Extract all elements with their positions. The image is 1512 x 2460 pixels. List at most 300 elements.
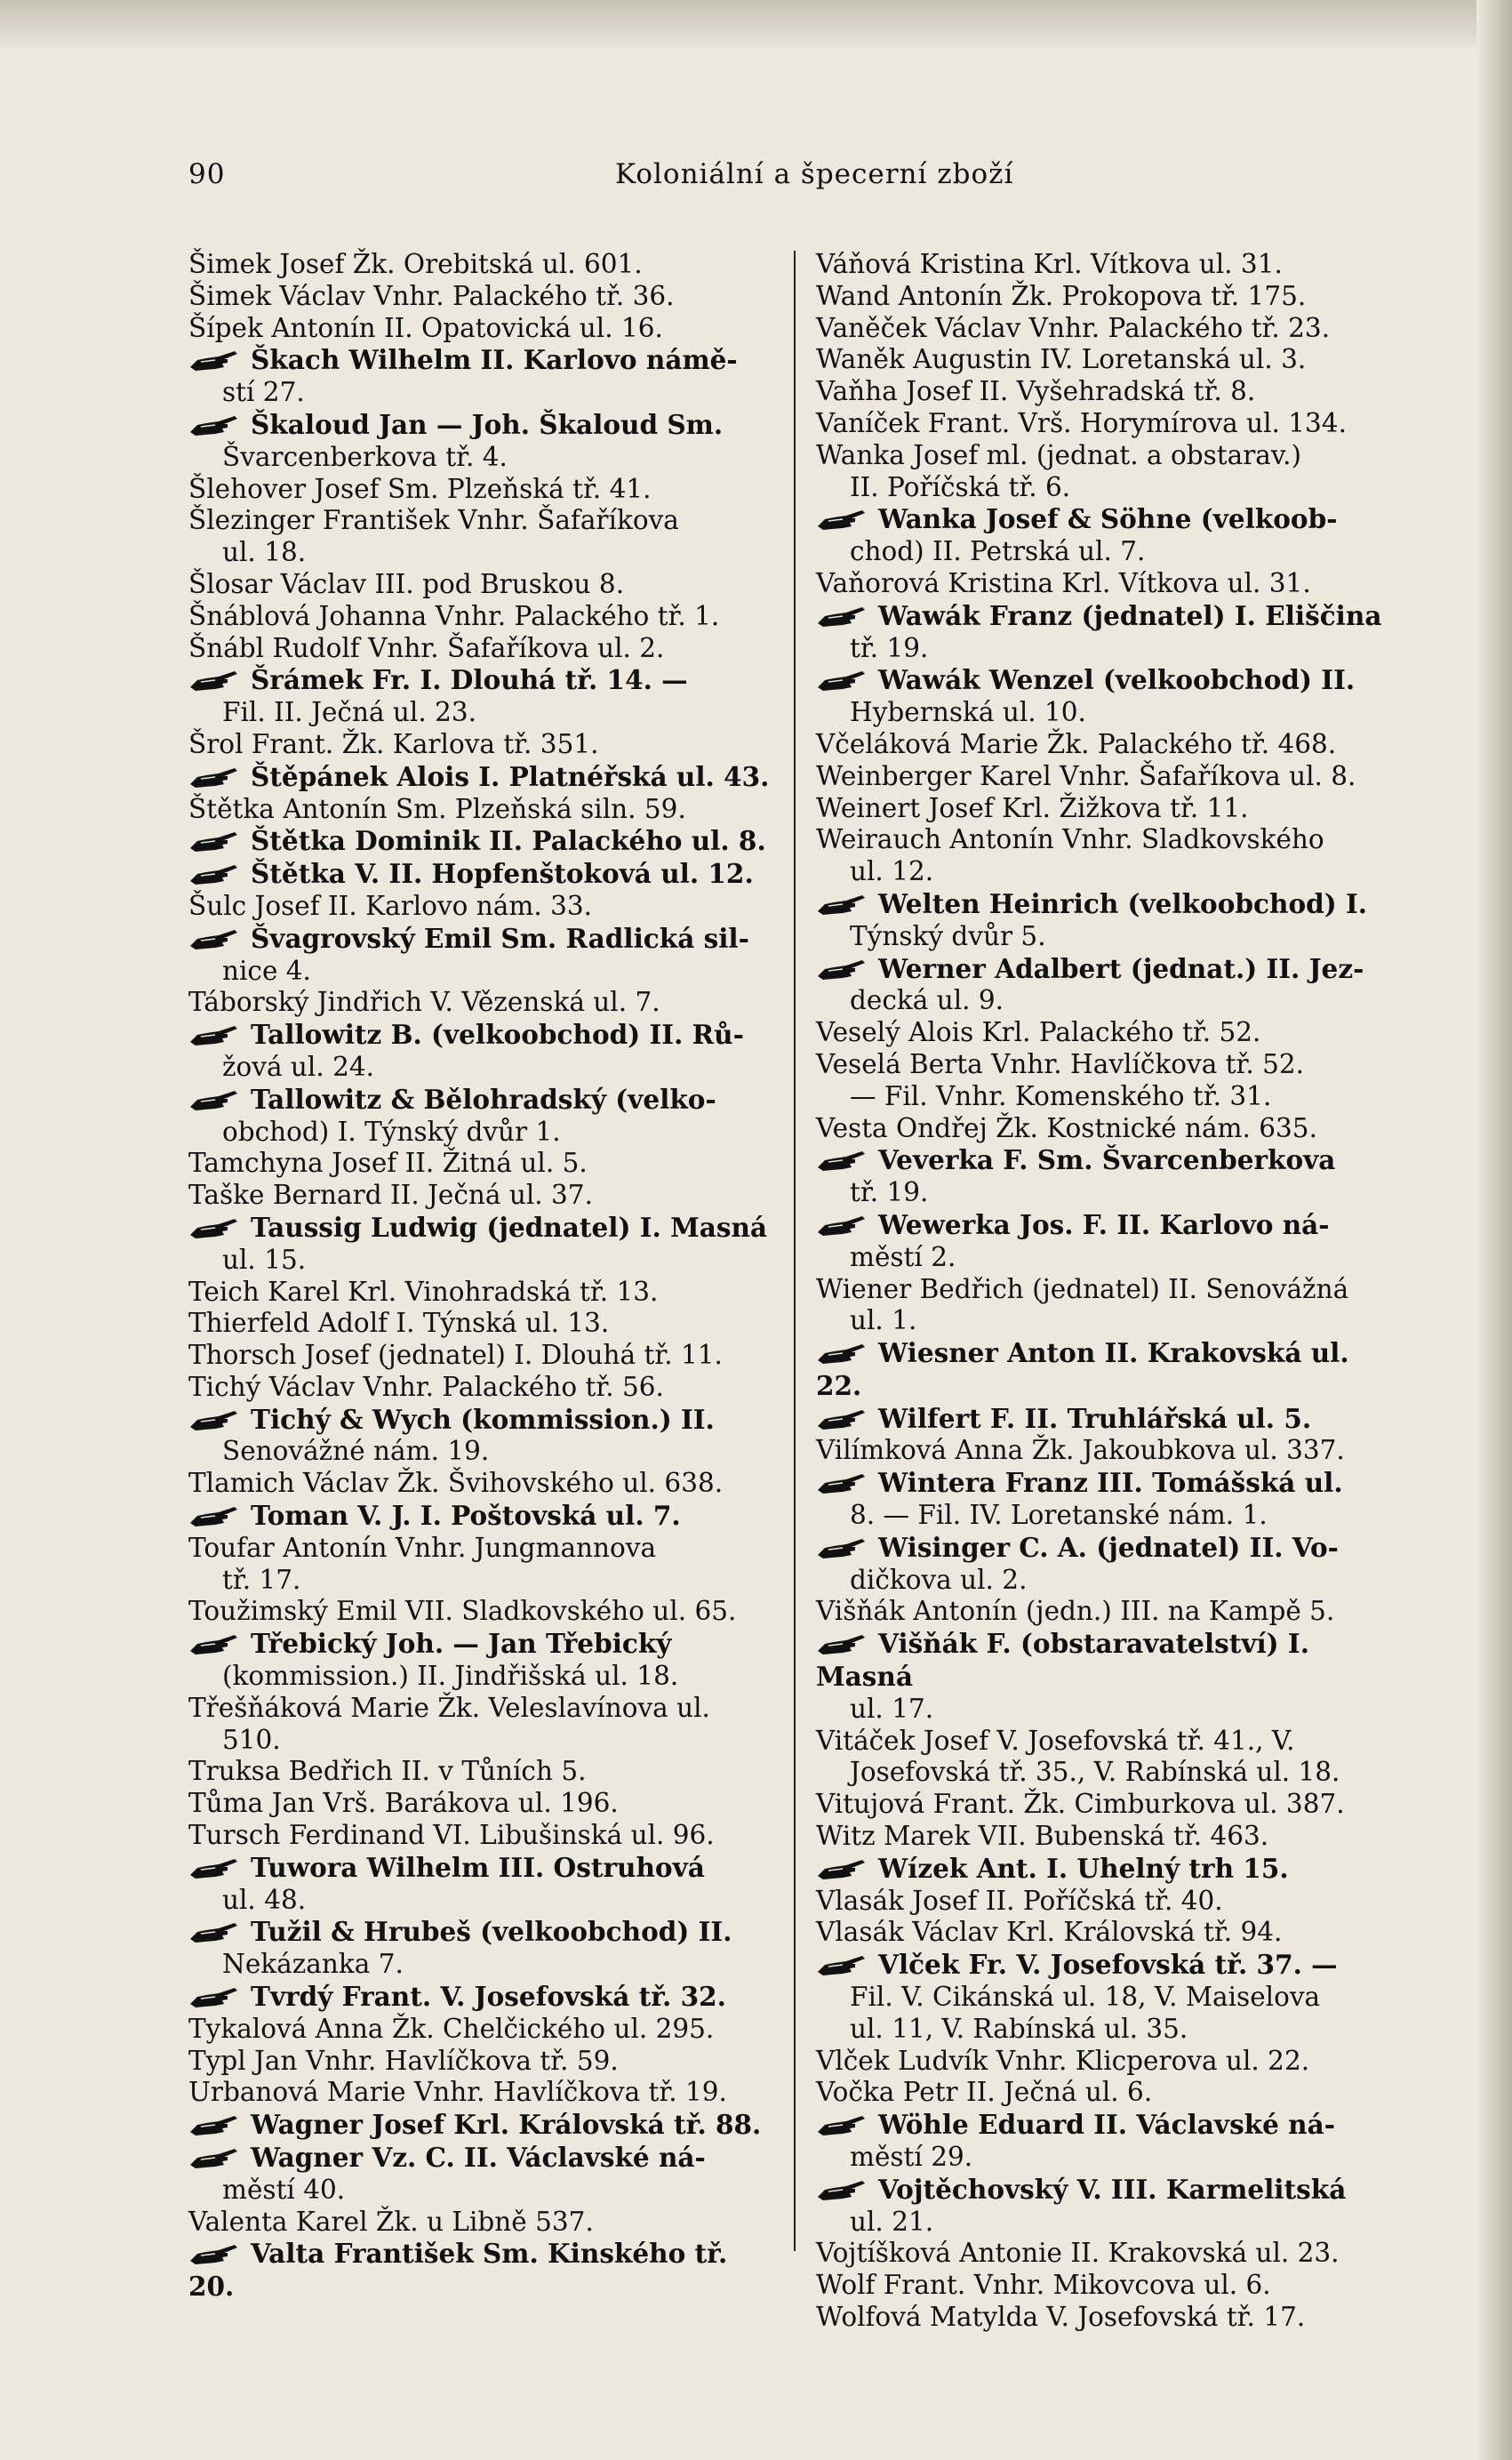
pointing-hand-icon	[188, 348, 240, 373]
entry-continuation	[188, 537, 775, 569]
entry-text: Wand Antonín Žk. Prokopova tř. 175.	[816, 280, 1307, 311]
entry-line	[188, 825, 775, 858]
entry-text: Táborský Jindřich V. Vězenská ul. 7.	[188, 987, 660, 1018]
directory-entry	[188, 794, 775, 826]
entry-line	[816, 2046, 1403, 2078]
entry-line	[816, 2109, 1403, 2142]
entry-line	[188, 987, 775, 1019]
pointing-hand-icon	[816, 892, 868, 917]
entry-line	[188, 1148, 775, 1180]
directory-entry	[816, 376, 1403, 408]
entry-text: Vitáček Josef V. Josefovská tř. 41., V.	[816, 1725, 1295, 1756]
entry-continuation	[816, 1982, 1403, 2014]
entry-text: Veselá Berta Vnhr. Havlíčkova tř. 52.	[816, 1048, 1305, 1079]
directory-entry	[816, 1628, 1403, 1725]
entry-text: — Fil. Vnhr. Komenského tř. 31.	[850, 1080, 1272, 1111]
directory-entry	[188, 825, 775, 858]
entry-line	[188, 409, 775, 442]
pointing-hand-icon	[816, 1470, 868, 1495]
entry-text: Wawák Franz (jednatel) I. Eliščina	[878, 599, 1382, 631]
directory-entry	[188, 1212, 775, 1277]
entry-continuation	[188, 697, 775, 729]
entry-text: ul. 21.	[850, 2206, 934, 2237]
directory-entry	[188, 1788, 775, 1820]
entry-line	[816, 2077, 1403, 2109]
entry-text: 8. — Fil. IV. Loretanské nám. 1.	[850, 1500, 1268, 1531]
directory-entry	[816, 793, 1403, 825]
pointing-hand-icon	[816, 1631, 868, 1656]
entry-text: Teich Karel Krl. Vinohradská tř. 13.	[188, 1276, 659, 1307]
entry-text: tř. 19.	[850, 1177, 929, 1208]
entry-line	[188, 1852, 775, 1885]
directory-entry	[816, 1144, 1403, 1209]
entry-line	[188, 1404, 775, 1437]
entry-text: Wintera Franz III. Tomášská ul.	[878, 1467, 1343, 1499]
entry-line	[816, 1467, 1403, 1500]
entry-text: Vaňha Josef II. Vyšehradská tř. 8.	[816, 376, 1256, 407]
entry-line	[188, 1628, 775, 1661]
entry-text: Wanka Josef ml. (jednat. a obstarav.)	[816, 439, 1301, 470]
entry-text: Vojtíšková Antonie II. Krakovská ul. 23.	[816, 2238, 1340, 2269]
entry-line	[816, 2302, 1403, 2334]
entry-continuation	[188, 2175, 775, 2207]
directory-entry	[188, 858, 775, 891]
entry-text: Švagrovský Emil Sm. Radlická sil-	[251, 922, 749, 954]
directory-entry	[816, 1435, 1403, 1467]
entry-text: Weinert Josef Krl. Žižkova tř. 11.	[816, 792, 1249, 823]
directory-entry	[816, 888, 1403, 953]
entry-text: Truksa Bedřich II. v Tůních 5.	[188, 1756, 587, 1787]
entry-line	[188, 923, 775, 956]
entry-line	[816, 2238, 1403, 2270]
entry-line	[816, 1274, 1403, 1306]
directory-entry	[188, 1308, 775, 1340]
entry-line	[188, 794, 775, 826]
entry-line	[816, 729, 1403, 761]
entry-text: Štětka V. II. Hopfenštoková ul. 12.	[251, 858, 754, 890]
entry-continuation	[816, 472, 1403, 504]
directory-entry	[188, 891, 775, 923]
entry-text: ul. 1.	[850, 1305, 917, 1336]
entry-text: Veverka F. Sm. Švarcenberkova	[878, 1144, 1336, 1176]
directory-entry	[188, 633, 775, 665]
entry-line	[816, 376, 1403, 408]
entry-line	[188, 1693, 775, 1725]
entry-line	[816, 1403, 1403, 1436]
entry-line	[816, 761, 1403, 793]
directory-entry	[188, 1084, 775, 1149]
entry-text: Škaloud Jan — Joh. Škaloud Sm.	[251, 408, 724, 440]
page-title: Koloniální a špecerní zboží	[615, 158, 1014, 190]
directory-entry	[816, 2302, 1403, 2334]
entry-text: Tallowitz & Bělohradský (velko-	[251, 1083, 716, 1115]
entry-line	[816, 249, 1403, 281]
entry-text: Nekázanka 7.	[222, 1949, 404, 1980]
directory-entry	[188, 281, 775, 313]
entry-text: Wolfová Matylda V. Josefovská tř. 17.	[816, 2302, 1306, 2332]
entry-line	[816, 1144, 1403, 1177]
directory-entry	[188, 1820, 775, 1852]
entry-text: Štěpánek Alois I. Platnéřská ul. 43.	[251, 760, 770, 792]
directory-entry	[816, 2077, 1403, 2109]
entry-text: nice 4.	[222, 955, 311, 986]
entry-line	[188, 249, 775, 281]
pointing-hand-icon	[816, 668, 868, 693]
entry-text: ul. 12.	[850, 856, 934, 887]
entry-line	[188, 858, 775, 891]
entry-text: Švarcenberkova tř. 4.	[222, 441, 508, 472]
entry-line	[188, 729, 775, 761]
entry-line	[816, 568, 1403, 600]
entry-text: Wilfert F. II. Truhlářská ul. 5.	[878, 1402, 1312, 1434]
directory-entry	[816, 249, 1403, 281]
directory-entry	[816, 1532, 1403, 1597]
pointing-hand-icon	[816, 1856, 868, 1881]
entry-text: chod) II. Petrská ul. 7.	[850, 536, 1146, 567]
entry-text: Vojtěchovský V. III. Karmelitská	[878, 2173, 1347, 2205]
directory-entry	[816, 440, 1403, 504]
pointing-hand-icon	[816, 2112, 868, 2137]
entry-text: Tužil & Hrubeš (velkoobchod) II.	[251, 1916, 732, 1948]
entry-text: Škach Wilhelm II. Karlovo námě-	[251, 344, 738, 376]
entry-text: Tykalová Anna Žk. Chelčického ul. 295.	[188, 2013, 715, 2044]
directory-entry	[816, 568, 1403, 600]
directory-entry	[188, 761, 775, 794]
entry-text: ul. 18.	[222, 537, 307, 568]
directory-entry	[816, 1209, 1403, 1274]
entry-continuation	[816, 2207, 1403, 2239]
entry-line	[816, 1435, 1403, 1467]
directory-entry	[188, 2238, 775, 2304]
directory-entry	[188, 1916, 775, 1981]
entry-text: Šnábl Rudolf Vnhr. Šafaříkova ul. 2.	[188, 632, 665, 663]
entry-line	[816, 664, 1403, 697]
directory-entry	[188, 1404, 775, 1469]
entry-continuation	[188, 1949, 775, 1981]
directory-entry	[188, 313, 775, 345]
directory-entry	[188, 1756, 775, 1788]
directory-column-left	[188, 249, 775, 2304]
pointing-hand-icon	[816, 1341, 868, 1366]
directory-entry	[188, 987, 775, 1019]
entry-line	[188, 2077, 775, 2109]
entry-line	[816, 888, 1403, 921]
directory-entry	[188, 664, 775, 729]
directory-entry	[188, 2014, 775, 2046]
pointing-hand-icon	[188, 1087, 240, 1112]
entry-text: Wisinger C. A. (jednatel) II. Vo-	[878, 1531, 1339, 1563]
entry-text: Vaněček Václav Vnhr. Palackého tř. 23.	[816, 312, 1331, 343]
entry-text: Weirauch Antonín Vnhr. Sladkovského	[816, 824, 1324, 855]
entry-text: Josefovská tř. 35., V. Rabínská ul. 18.	[850, 1757, 1340, 1788]
entry-text: Tamchyna Josef II. Žitná ul. 5.	[188, 1148, 588, 1179]
pointing-hand-icon	[188, 2145, 240, 2170]
entry-text: Toman V. J. I. Poštovská ul. 7.	[251, 1500, 681, 1532]
entry-line	[816, 2270, 1403, 2302]
entry-line	[188, 2238, 775, 2304]
pointing-hand-icon	[816, 1148, 868, 1173]
directory-entry	[816, 2174, 1403, 2239]
entry-text: Weinberger Karel Vnhr. Šafaříkova ul. 8.	[816, 760, 1356, 791]
entry-text: Wiener Bedřich (jednatel) II. Senovážná	[816, 1273, 1349, 1304]
directory-entry	[188, 729, 775, 761]
entry-line	[188, 1180, 775, 1212]
directory-entry	[188, 601, 775, 633]
entry-line	[188, 569, 775, 601]
entry-text: Vlasák Josef II. Poříčská tř. 40.	[816, 1885, 1223, 1916]
entry-text: Šrámek Fr. I. Dlouhá tř. 14. —	[251, 664, 688, 696]
entry-text: Hybernská ul. 10.	[850, 697, 1086, 728]
directory-entry	[188, 2207, 775, 2239]
entry-line	[188, 1788, 775, 1820]
pointing-hand-icon	[816, 604, 868, 629]
entry-continuation	[816, 536, 1403, 568]
pointing-hand-icon	[188, 829, 240, 853]
pointing-hand-icon	[816, 507, 868, 532]
entry-line	[816, 1049, 1403, 1081]
pointing-hand-icon	[188, 765, 240, 789]
entry-line	[188, 1372, 775, 1404]
entry-text: Toužimský Emil VII. Sladkovského ul. 65.	[188, 1596, 737, 1627]
entry-text: městí 29.	[850, 2142, 973, 2173]
entry-text: Urbanová Marie Vnhr. Havlíčkova tř. 19.	[188, 2077, 727, 2108]
entry-text: Šimek Václav Vnhr. Palackého tř. 36.	[188, 280, 675, 311]
entry-text: Štětka Antonín Sm. Plzeňská siln. 59.	[188, 793, 686, 824]
directory-entry	[816, 1113, 1403, 1145]
entry-line	[188, 664, 775, 697]
directory-entry	[816, 1274, 1403, 1338]
directory-entry	[188, 1148, 775, 1180]
entry-text: Taške Bernard II. Ječná ul. 37.	[188, 1180, 593, 1211]
entry-continuation	[188, 1661, 775, 1693]
directory-entry	[816, 600, 1403, 665]
entry-text: Vaníček Frant. Vrš. Horymírova ul. 134.	[816, 407, 1347, 438]
entry-line	[816, 440, 1403, 472]
directory-entry	[816, 953, 1403, 1018]
page-header	[188, 158, 1335, 203]
entry-text: tř. 19.	[850, 632, 929, 663]
directory-entry	[188, 2109, 775, 2142]
directory-entry	[816, 729, 1403, 761]
directory-entry	[816, 2046, 1403, 2078]
entry-continuation	[816, 985, 1403, 1017]
entry-line	[816, 1821, 1403, 1853]
entry-line	[816, 1917, 1403, 1949]
entry-continuation	[816, 1757, 1403, 1789]
entry-text: Taussig Ludwig (jednatel) I. Masná	[251, 1211, 768, 1243]
entry-text: Wagner Josef Krl. Královská tř. 88.	[251, 2109, 762, 2141]
entry-text: Šlehover Josef Sm. Plzeňská tř. 41.	[188, 473, 652, 504]
entry-text: Wagner Vz. C. II. Václavské ná-	[251, 2142, 706, 2174]
entry-text: městí 40.	[222, 2174, 346, 2205]
column-divider	[794, 251, 796, 2251]
entry-text: Fil. II. Ječná ul. 23.	[222, 697, 477, 728]
entry-text: stí 27.	[222, 377, 305, 408]
entry-text: Vesta Ondřej Žk. Kostnické nám. 635.	[816, 1112, 1317, 1143]
entry-text: Waněk Augustin IV. Loretanská ul. 3.	[816, 344, 1307, 375]
entry-text: Wízek Ant. I. Uhelný trh 15.	[878, 1852, 1289, 1884]
page-number: 90	[188, 158, 226, 190]
entry-line	[816, 281, 1403, 313]
entry-text: Tvrdý Frant. V. Josefovská tř. 32.	[251, 1981, 726, 2013]
entry-line	[188, 505, 775, 537]
entry-line	[188, 1916, 775, 1949]
directory-column-right	[816, 249, 1403, 2334]
pointing-hand-icon	[188, 2112, 240, 2137]
entry-continuation	[816, 1565, 1403, 1597]
entry-line	[816, 1337, 1403, 1403]
entry-line	[188, 633, 775, 665]
pointing-hand-icon	[188, 926, 240, 951]
entry-line	[188, 2046, 775, 2078]
entry-text: decká ul. 9.	[850, 985, 1004, 1016]
entry-text: Váňová Kristina Krl. Vítkova ul. 31.	[816, 249, 1283, 279]
entry-line	[816, 2174, 1403, 2207]
entry-text: Višňák F. (obstaravatelství) I. Masná	[816, 1628, 1309, 1693]
directory-entry	[188, 505, 775, 569]
directory-entry	[816, 1403, 1403, 1436]
entry-line	[188, 1500, 775, 1533]
page-top-shadow	[0, 0, 1512, 53]
entry-line	[188, 1340, 775, 1372]
entry-text: Valenta Karel Žk. u Libně 537.	[188, 2206, 594, 2237]
entry-text: tř. 17.	[222, 1564, 301, 1595]
entry-text: Šrol Frant. Žk. Karlova tř. 351.	[188, 728, 599, 759]
directory-entry	[816, 408, 1403, 440]
entry-text: Tůma Jan Vrš. Barákova ul. 196.	[188, 1788, 619, 1819]
entry-continuation	[188, 1436, 775, 1468]
entry-text: Šlosar Václav III. pod Bruskou 8.	[188, 568, 625, 599]
entry-text: Šimek Josef Žk. Orebitská ul. 601.	[188, 249, 643, 279]
entry-line	[816, 600, 1403, 633]
pointing-hand-icon	[816, 1952, 868, 1977]
entry-continuation	[816, 697, 1403, 729]
entry-text: Včeláková Marie Žk. Palackého tř. 468.	[816, 728, 1337, 759]
directory-entry	[816, 1821, 1403, 1853]
directory-entry	[188, 249, 775, 281]
directory-entry	[816, 2270, 1403, 2302]
entry-line	[816, 408, 1403, 440]
entry-text: Wanka Josef & Söhne (velkoob-	[878, 503, 1338, 535]
entry-line	[188, 891, 775, 923]
entry-line	[188, 313, 775, 345]
entry-continuation	[188, 1725, 775, 1757]
entry-line	[188, 474, 775, 506]
entry-text: Tuwora Wilhelm III. Ostruhová	[251, 1851, 705, 1883]
entry-text: Šnáblová Johanna Vnhr. Palackého tř. 1.	[188, 600, 720, 631]
pointing-hand-icon	[188, 1631, 240, 1656]
entry-line	[816, 1209, 1403, 1242]
entry-text: Vlček Fr. V. Josefovská tř. 37. —	[878, 1949, 1338, 1981]
entry-text: ul. 48.	[222, 1884, 307, 1915]
entry-line	[188, 1596, 775, 1628]
directory-entry	[816, 313, 1403, 345]
pointing-hand-icon	[816, 2177, 868, 2202]
entry-text: Witz Marek VII. Bubenská tř. 463.	[816, 1821, 1269, 1852]
directory-entry	[188, 1533, 775, 1597]
entry-continuation	[816, 1242, 1403, 1274]
entry-continuation	[816, 1081, 1403, 1113]
pointing-hand-icon	[188, 1503, 240, 1528]
entry-line	[188, 1019, 775, 1052]
directory-entry	[188, 1596, 775, 1628]
entry-text: Tlamich Václav Žk. Švihovského ul. 638.	[188, 1468, 724, 1499]
entry-line	[816, 344, 1403, 376]
entry-text: Typl Jan Vnhr. Havlíčkova tř. 59.	[188, 2045, 619, 2076]
entry-continuation	[188, 1565, 775, 1597]
entry-text: Wawák Wenzel (velkoobchod) II.	[878, 664, 1356, 696]
pointing-hand-icon	[188, 1407, 240, 1432]
entry-text: Třebický Joh. — Jan Třebický	[251, 1628, 672, 1660]
pointing-hand-icon	[816, 1213, 868, 1238]
entry-text: ul. 17.	[850, 1693, 934, 1724]
entry-text: Wewerka Jos. F. II. Karlovo ná-	[878, 1208, 1330, 1240]
entry-text: Vočka Petr II. Ječná ul. 6.	[816, 2077, 1153, 2108]
directory-entry	[816, 1949, 1403, 2045]
entry-text: Višňák Antonín (jedn.) III. na Kampě 5.	[816, 1596, 1335, 1627]
directory-entry	[188, 569, 775, 601]
entry-text: Štětka Dominik II. Palackého ul. 8.	[251, 825, 766, 857]
pointing-hand-icon	[816, 957, 868, 982]
entry-text: Vlček Ludvík Vnhr. Klicperova ul. 22.	[816, 2045, 1310, 2076]
pointing-hand-icon	[188, 2241, 240, 2266]
entry-text: Vaňorová Kristina Krl. Vítkova ul. 31.	[816, 567, 1311, 598]
entry-continuation	[816, 2014, 1403, 2046]
entry-continuation	[188, 1117, 775, 1149]
pointing-hand-icon	[816, 1535, 868, 1560]
directory-entry	[816, 1886, 1403, 1918]
directory-entry	[816, 1017, 1403, 1049]
entry-text: Senovážné nám. 19.	[222, 1436, 490, 1467]
pointing-hand-icon	[188, 668, 240, 693]
entry-line	[816, 1789, 1403, 1821]
entry-line	[816, 1886, 1403, 1918]
directory-entry	[816, 1917, 1403, 1949]
entry-line	[188, 2207, 775, 2239]
entry-line	[188, 761, 775, 794]
entry-line	[816, 313, 1403, 345]
entry-line	[188, 2014, 775, 2046]
entry-line	[816, 1017, 1403, 1049]
pointing-hand-icon	[188, 861, 240, 886]
directory-entry	[816, 824, 1403, 888]
directory-entry	[816, 503, 1403, 568]
directory-entry	[816, 281, 1403, 313]
entry-continuation	[816, 856, 1403, 888]
entry-line	[188, 344, 775, 377]
directory-entry	[816, 1853, 1403, 1886]
entry-line	[188, 1820, 775, 1852]
entry-text: Wöhle Eduard II. Václavské ná-	[878, 2109, 1335, 2141]
entry-text: Tichý Václav Vnhr. Palackého tř. 56.	[188, 1371, 664, 1402]
directory-entry	[188, 1180, 775, 1212]
entry-text: městí 2.	[850, 1241, 956, 1272]
entry-line	[816, 1726, 1403, 1758]
entry-text: ul. 11, V. Rabínská ul. 35.	[850, 2013, 1188, 2044]
entry-text: Tursch Ferdinand VI. Libušinská ul. 96.	[188, 1820, 715, 1851]
directory-entry	[188, 2077, 775, 2109]
entry-text: Wiesner Anton II. Krakovská ul. 22.	[816, 1337, 1349, 1401]
directory-entry	[188, 1340, 775, 1372]
directory-entry	[188, 409, 775, 474]
directory-entry	[816, 344, 1403, 376]
directory-entry	[188, 1372, 775, 1404]
entry-text: Toufar Antonín Vnhr. Jungmannova	[188, 1532, 657, 1563]
entry-text: Vilímková Anna Žk. Jakoubkova ul. 337.	[816, 1435, 1345, 1466]
entry-line	[816, 824, 1403, 856]
entry-line	[188, 281, 775, 313]
entry-text: Tallowitz B. (velkoobchod) II. Rů-	[251, 1019, 744, 1051]
